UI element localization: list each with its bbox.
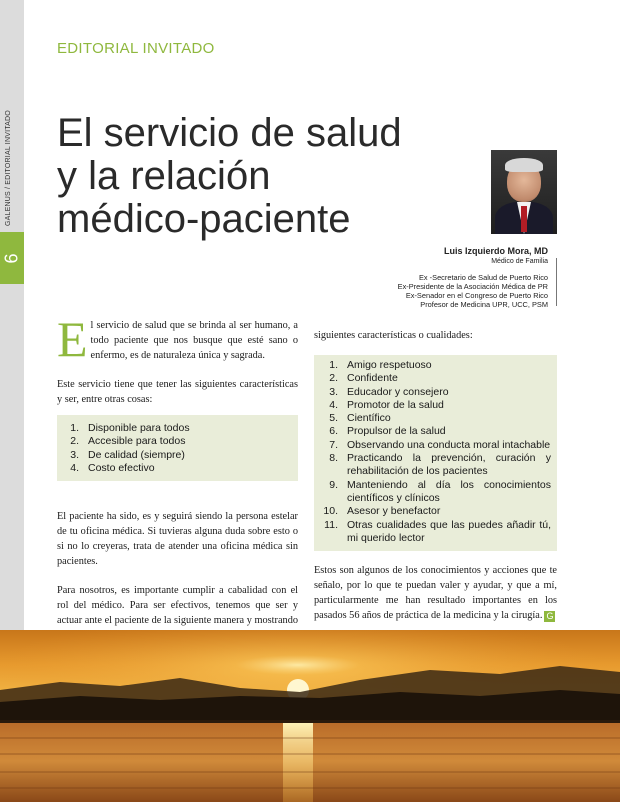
list-item: 1. Amigo respetuoso <box>329 359 432 371</box>
page-number-box <box>0 232 24 284</box>
article-title <box>57 112 457 241</box>
qualities-intro: siguientes características o cualidades: <box>314 330 473 341</box>
closing-text: Estos son algunos de los conocimientos y acciones que te señalo, por lo que te puedan valer y ayudar, y que a mí, particularmente me han resultado importantes en los pasados 56 años de práctica de la medicina y la cirugía. <box>314 565 557 622</box>
qualities-box <box>314 355 557 551</box>
paragraph-2: Este servicio tiene que tener las siguientes características y ser, entre otras cosas: <box>57 379 298 405</box>
closing-paragraph <box>314 563 557 623</box>
running-head: GALENUS / EDITORIAL INVITADO <box>5 110 12 226</box>
list-item: 6. Propulsor de la salud <box>329 425 446 438</box>
column-right <box>314 328 557 623</box>
list-item: 4. Costo efectivo <box>70 461 155 474</box>
list-item: 10. Asesor y benefactor <box>323 505 441 518</box>
section-label: EDITORIAL INVITADO <box>57 40 215 57</box>
intro-text: l servicio de salud que se brinda al ser humano, a todo paciente que nos busque que esté sano o enfermo, es de naturaleza única y sagrada. <box>90 320 298 361</box>
author-divider <box>556 258 557 306</box>
end-mark-icon: G <box>546 611 554 622</box>
author-specialty: Médico de Familia <box>491 258 548 265</box>
title-line-2: y la relación <box>57 154 271 198</box>
intro-paragraph <box>57 311 298 367</box>
author-block <box>398 246 548 309</box>
title-line-3: médico-paciente <box>57 197 351 241</box>
list-item: 5. Científico <box>329 412 391 425</box>
list-item: 3. De calidad (siempre) <box>70 448 185 461</box>
list-item: 11. Otras cualidades que las puedes añadir tú, mi querido lector <box>324 518 551 544</box>
drop-cap: E <box>57 311 88 367</box>
list-item: 9. Manteniendo al día los conocimientos científicos y clínicos <box>329 478 551 504</box>
list-item: 2. Confidente <box>329 372 398 385</box>
author-credential: Ex-Presidente de la Asociación Médica de PR <box>397 282 548 291</box>
list-item: 7. Observando una conducta moral intachable <box>329 438 551 451</box>
list-item: 2. Accesible para todos <box>70 435 186 448</box>
author-credential: Ex -Secretario de Salud de Puerto Rico <box>419 273 548 282</box>
author-credential: Profesor de Medicina UPR, UCC, PSM <box>420 300 548 309</box>
author-photo <box>491 150 557 234</box>
characteristics-box <box>57 415 298 481</box>
list-item: 3. Educador y consejero <box>329 385 449 398</box>
page-number: 6 <box>1 252 22 264</box>
list-item: 8. Practicando la prevención, curación y rehabilitación de los pacientes <box>329 452 551 478</box>
author-credential: Ex-Senador en el Congreso de Puerto Rico <box>405 291 548 300</box>
title-line-1: El servicio de salud <box>57 111 402 155</box>
author-name: Luis Izquierdo Mora, MD <box>443 246 548 256</box>
column-left <box>57 311 298 643</box>
list-item: 1. Disponible para todos <box>70 422 190 434</box>
sunset-image <box>0 630 620 802</box>
paragraph-3: El paciente ha sido, es y seguirá siendo la persona estelar de tu oficina médica. Si tuvieras alguna duda sobre esto o si no lo creyeras, trata de atender una oficina médica sin pacientes. <box>57 511 298 568</box>
list-item: 4. Promotor de la salud <box>329 398 444 411</box>
paragraph-4: Para nosotros, es importante cumplir a cabalidad con el rol del médico. Para ser efectivos, tenemos que ser y actuar ante el paciente de la siguiente manera y mostrando <box>57 585 298 627</box>
